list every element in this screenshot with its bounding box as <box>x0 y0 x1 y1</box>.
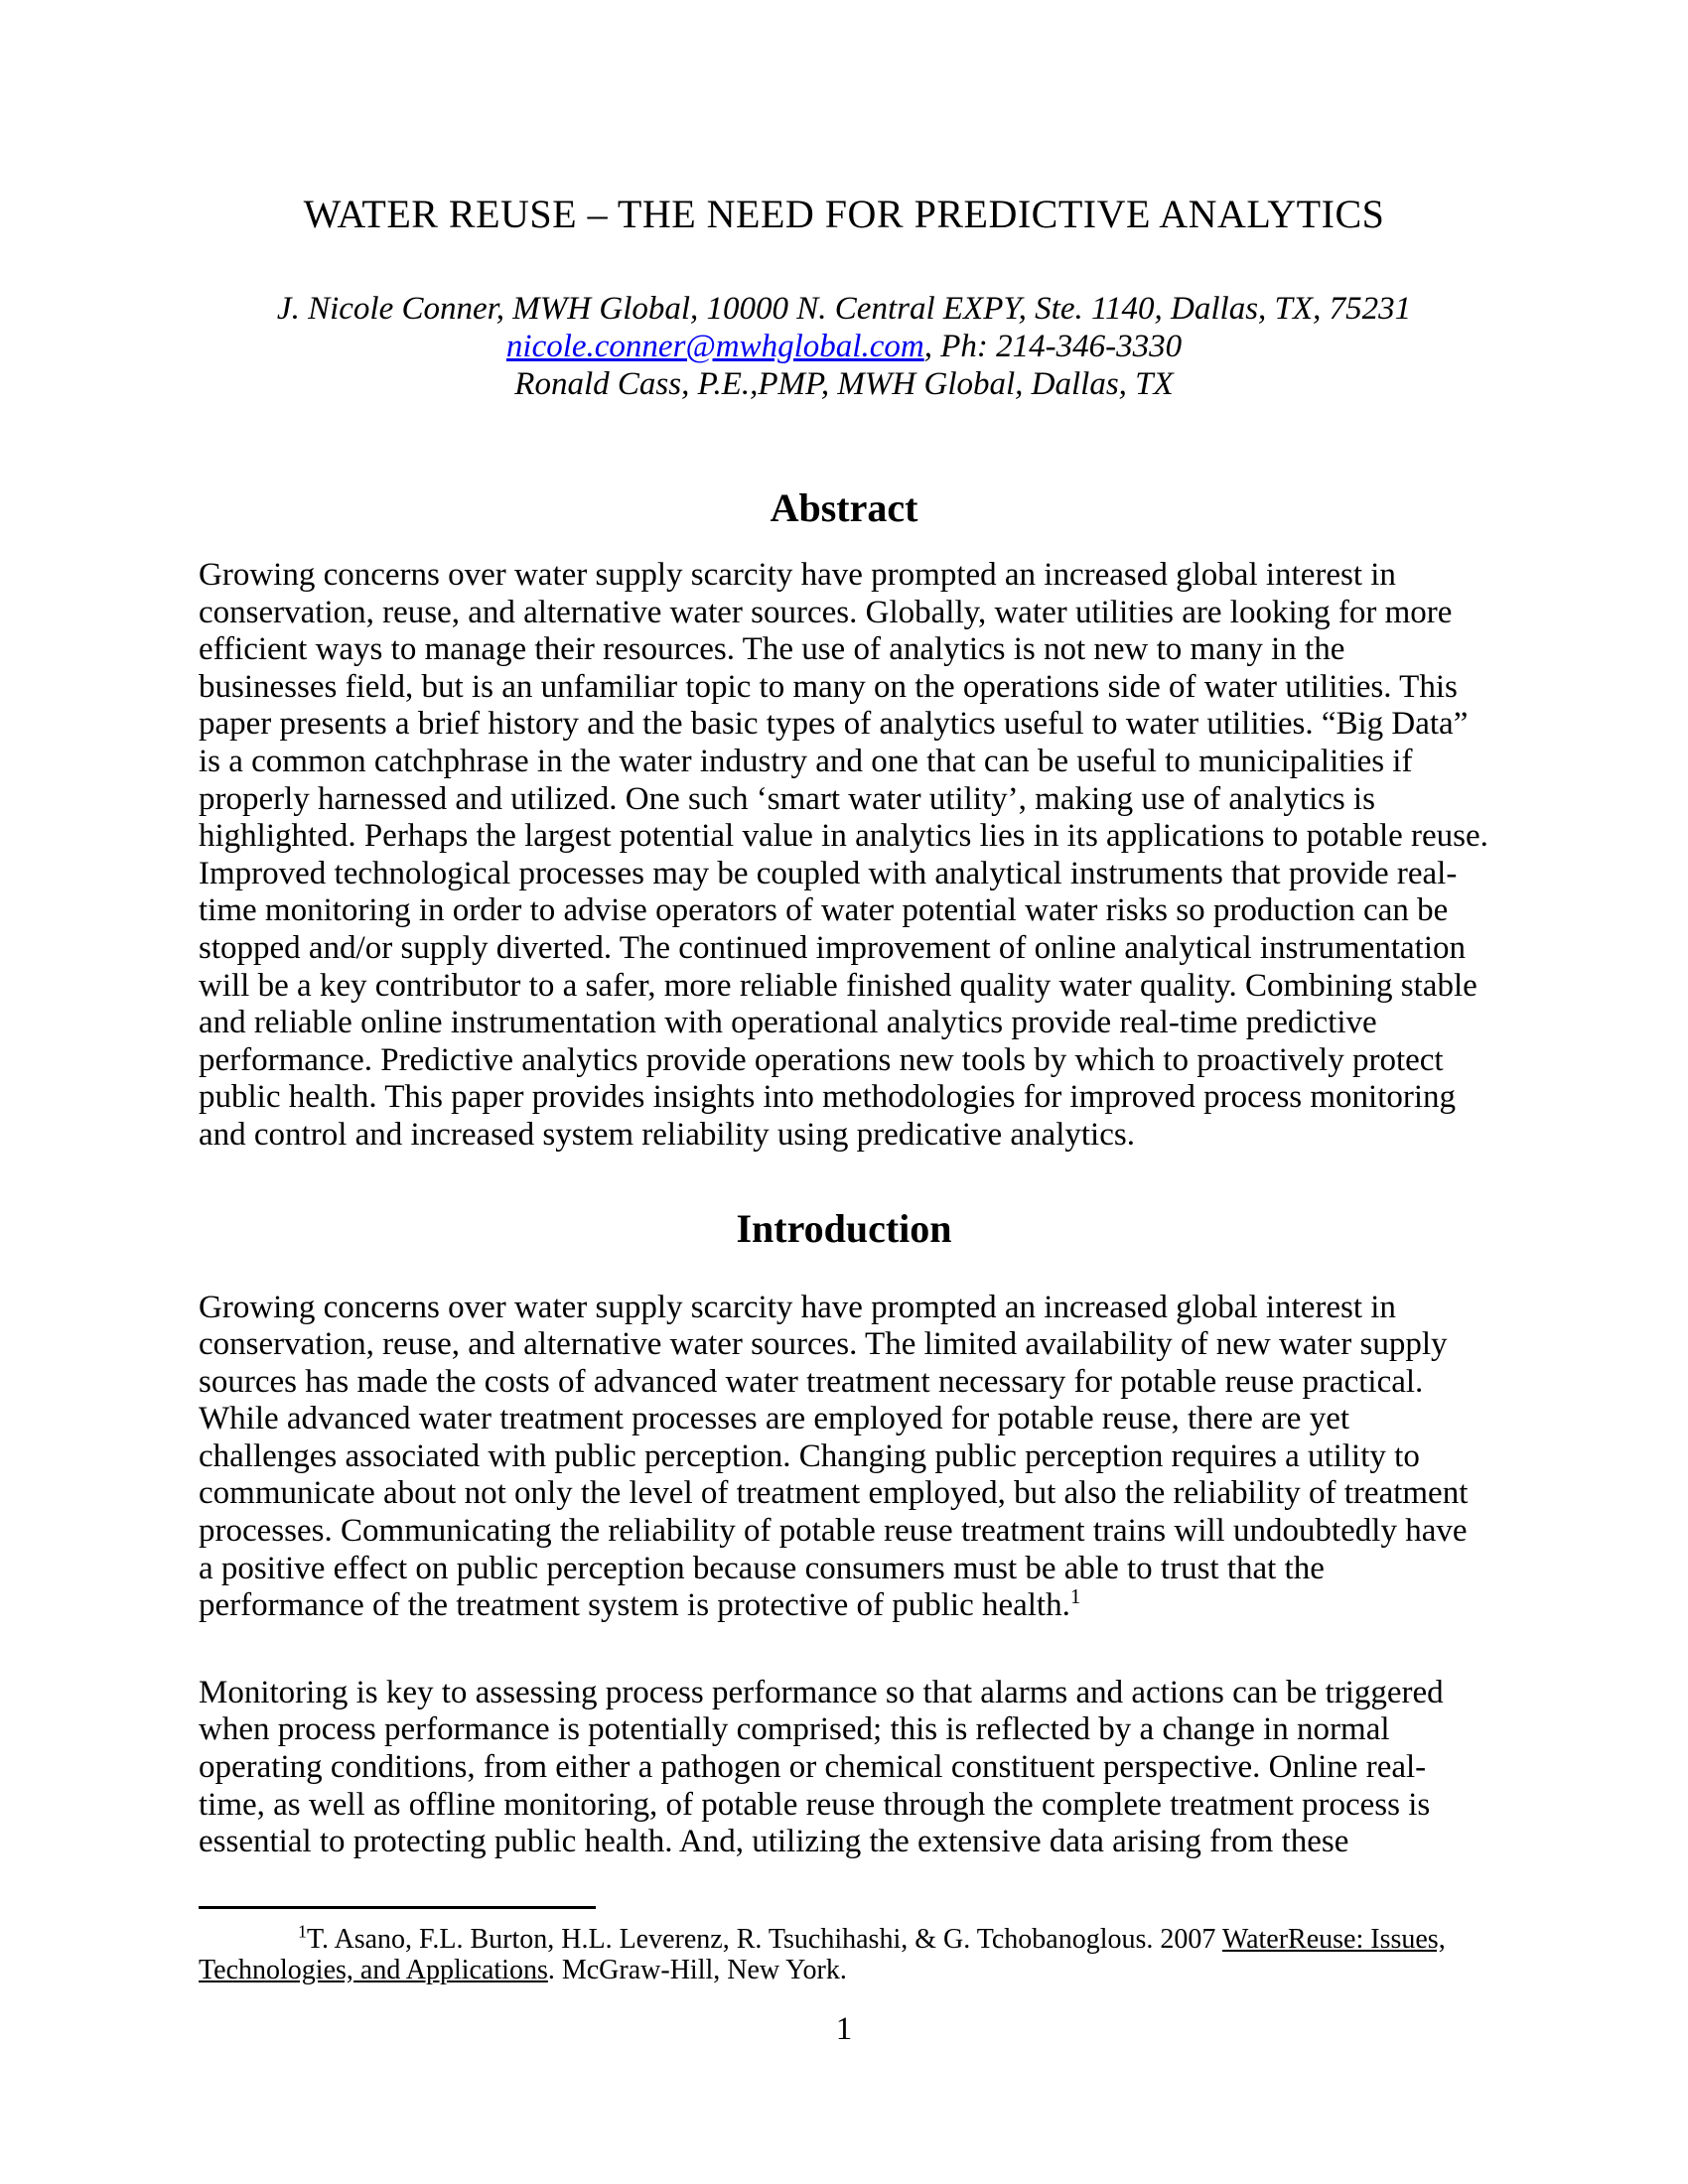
introduction-paragraph-2: Monitoring is key to assessing process performance so that alarms and actions can be triggered when process performance is potentially comprised; this is reflected by a change in normal operating conditions, from either a pathogen or chemical constituent perspective. Online real-time, as well as offline monitoring, of potable reuse through the complete treatment process is essential to protecting public health. And, utilizing the extensive data arising from these <box>199 1674 1444 1860</box>
email-link[interactable]: nicole.conner@mwhglobal.com <box>505 329 924 364</box>
author-line-1: J. Nicole Conner, MWH Global, 10000 N. Central EXPY, Ste. 1140, Dallas, TX, 75231 <box>276 291 1412 327</box>
introduction-heading: Introduction <box>736 1205 952 1251</box>
footnote-marker: 1 <box>298 1921 307 1942</box>
footnote <box>199 1921 1489 1985</box>
footnote-citation-end: . McGraw-Hill, New York. <box>547 1954 847 1985</box>
footnote-citation-text: T. Asano, F.L. Burton, H.L. Leverenz, R. Tsuchihashi, & G. Tchobanoglous. 2007 <box>307 1923 1222 1955</box>
footnote-book-title: WaterReuse: Issues, Technologies, and Applications <box>199 1923 1446 1985</box>
footnote-separator-rule <box>199 1906 596 1909</box>
author-line-3: Ronald Cass, P.E.,PMP, MWH Global, Dallas, TX <box>514 366 1174 402</box>
introduction-paragraph-1-text: Growing concerns over water supply scarcity have prompted an increased global interest in conservation, reuse, and alternative water sources. The limited availability of new water supply sources has made the costs of advanced water treatment necessary for potable reuse practical. While advanced water treatment processes are employed for potable reuse, there are yet challenges associated with public perception. Changing public perception requires a utility to communicate about not only the level of treatment employed, but also the reliability of treatment processes. Communicating the reliability of potable reuse treatment trains will undoubtedly have a positive effect on public perception because consumers must be able to trust that the performance of the treatment system is protective of public health. <box>199 1289 1469 1624</box>
abstract-paragraph: Growing concerns over water supply scarcity have prompted an increased global interest in conservation, reuse, and alternative water sources. Globally, water utilities are looking for more efficient ways to manage their resources. The use of analytics is not new to many in the businesses field, but is an unfamiliar topic to many on the operations side of water utilities. This paper presents a brief history and the basic types of analytics useful to water utilities. “Big Data” is a common catchphrase in the water industry and one that can be useful to municipalities if properly harnessed and utilized. One such ‘smart water utility’, making use of analytics is highlighted. Perhaps the largest potential value in analytics lies in its applications to potable reuse. Improved technological processes may be coupled with analytical instruments that provide real-time monitoring in order to advise operators of water potential water risks so production can be stopped and/or supply diverted. The continued improvement of online analytical instrumentation will be a key contributor to a safer, more reliable finished quality water quality. Combining stable and reliable online instrumentation with operational analytics provide real-time predictive performance. Predictive analytics provide operations new tools by which to proactively protect public health. This paper provides insights into methodologies for improved process monitoring and control and increased system reliability using predicative analytics. <box>199 557 1488 1153</box>
phone-text: , Ph: 214-346-3330 <box>923 329 1183 364</box>
introduction-paragraph-1 <box>199 1290 1489 1625</box>
paper-title: WATER REUSE – THE NEED FOR PREDICTIVE ANALYTICS <box>303 192 1385 236</box>
author-block <box>199 290 1489 403</box>
footnote-reference: 1 <box>1069 1584 1081 1609</box>
page-number: 1 <box>835 2010 853 2047</box>
abstract-heading: Abstract <box>770 485 918 530</box>
author-line-2 <box>199 328 1489 365</box>
